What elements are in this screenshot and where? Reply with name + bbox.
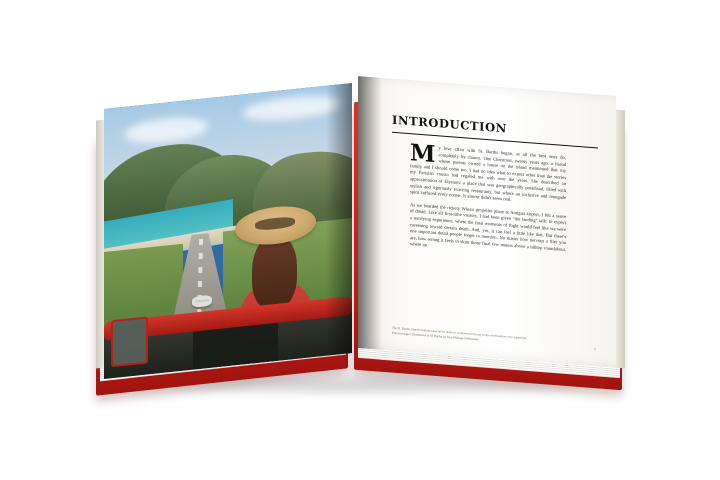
- page-number: 7: [594, 347, 596, 353]
- right-page-text: [358, 76, 616, 368]
- chapter-title: INTRODUCTION: [392, 113, 598, 149]
- left-page-photograph: [104, 83, 352, 379]
- paragraph: [410, 139, 566, 208]
- body-column: [410, 139, 566, 260]
- paragraph-text: y love affair with St. Barths began, as all the best ones do, completely by chance. One Christmas, twenty years ago, a friend whose parents owned a house on the island mentioned that my family and I should come too. I had no idea what to expect other than the stories my Parisian cousin had regaled me with over the years. She described an approximation of Elysium: a place that was geographically paradisial, filled with stylish and rigorously exacting restaurants, but where an inclusive and renegade spirit suffused every corner. It almost didn't seem real.: [410, 145, 566, 203]
- photo-image: [104, 83, 352, 379]
- drop-cap: M: [410, 139, 436, 169]
- open-book: [96, 60, 626, 390]
- gutter-shadow-right: [358, 76, 382, 350]
- photo-side-mirror: [111, 316, 147, 367]
- photo-hair: [252, 233, 298, 312]
- page-edge-right: [615, 110, 625, 369]
- paragraph: As we boarded the rickety Winair propeller plane at Antigua airport, I felt a sense of dread. Like all first-time visitors, I had been given "the landing" talk: to expect a terrifying experience, where the final moments of flight would feel like we were careening toward certain death. And, yes, it can feel a little like that. But there's one important detail people forget to mention. No matter how nervous a flier you are, how wrong it feels to skim those final few meters above a hilltop roundabout, where an: [410, 201, 566, 252]
- photo-caption: The St. Barths airport's famous view of the district's commercial runway in the world airport over a past feet. Previous pages: Illustration of St. Barths by Jean-Philippe Delhomme.: [392, 325, 527, 341]
